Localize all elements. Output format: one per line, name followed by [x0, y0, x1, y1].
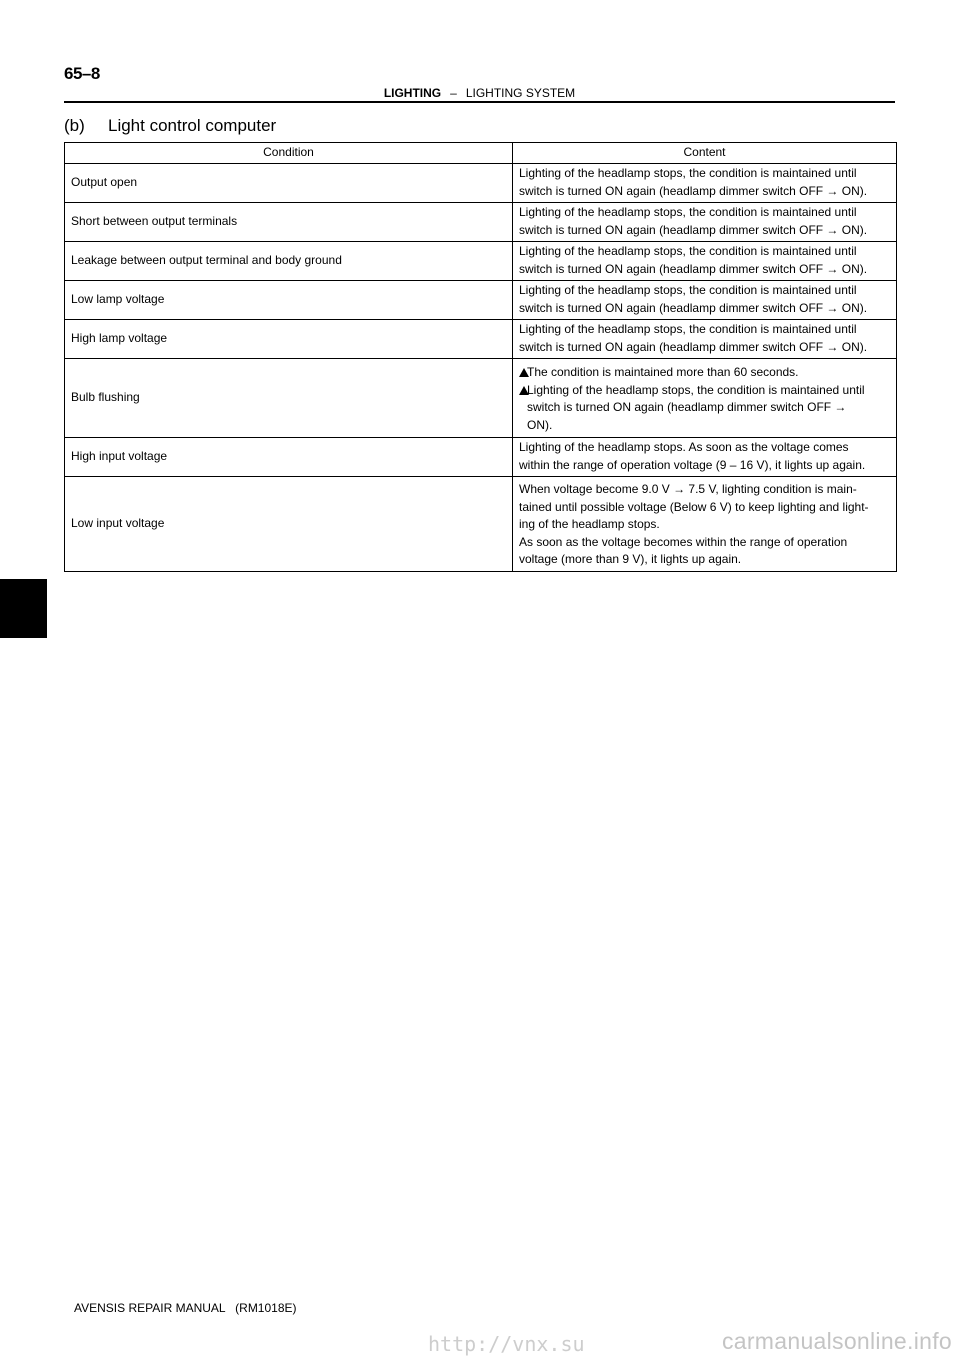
content-cell	[513, 281, 897, 320]
table-row	[65, 281, 897, 320]
header-separator: –	[450, 86, 457, 100]
content-cell	[513, 438, 897, 477]
header-section: LIGHTING	[383, 86, 442, 100]
content-line: within the range of operation voltage (9 – 16 V), it lights up again.	[519, 457, 866, 472]
table-row	[65, 359, 897, 438]
header-subsection: LIGHTING SYSTEM	[465, 86, 576, 100]
section-label: (b)	[64, 116, 85, 135]
content-line: switch is turned ON again (headlamp dimmer switch OFF → ON).	[519, 300, 868, 315]
table-row	[65, 203, 897, 242]
content-line: Lighting of the headlamp stops, the condition is maintained until	[519, 322, 857, 336]
running-header	[64, 86, 895, 100]
content-line: switch is turned ON again (headlamp dimmer switch OFF → ON).	[519, 261, 868, 276]
condition-cell: High input voltage	[65, 438, 513, 477]
content-line: ON).	[527, 417, 553, 432]
content-line: When voltage become 9.0 V → 7.5 V, lighting condition is main-	[519, 482, 857, 496]
content-line: switch is turned ON again (headlamp dimmer switch OFF → ON).	[519, 222, 868, 237]
content-line: switch is turned ON again (headlamp dimmer switch OFF → ON).	[519, 183, 868, 198]
condition-table	[64, 142, 897, 572]
column-header-condition: Condition	[65, 143, 513, 164]
condition-cell: Short between output terminals	[65, 203, 513, 242]
content-line: Lighting of the headlamp stops, the condition is maintained until	[519, 283, 857, 297]
content-line: switch is turned ON again (headlamp dimmer switch OFF → ON).	[519, 339, 868, 354]
content-cell	[513, 242, 897, 281]
table-row	[65, 164, 897, 203]
table-row	[65, 242, 897, 281]
triangle-bullet-icon	[519, 386, 529, 395]
condition-cell: Low input voltage	[65, 477, 513, 572]
content-line: As soon as the voltage becomes within the range of operation	[519, 534, 848, 549]
header-rule	[64, 101, 895, 103]
column-header-content: Content	[513, 143, 897, 164]
list-item	[519, 364, 888, 382]
triangle-bullet-icon	[519, 368, 529, 377]
section-title	[64, 116, 276, 136]
content-line: Lighting of the headlamp stops, the condition is maintained until	[519, 244, 857, 258]
footer-manual-title: AVENSIS REPAIR MANUAL (RM1018E)	[74, 1301, 297, 1315]
condition-cell: Output open	[65, 164, 513, 203]
content-line: Lighting of the headlamp stops, the condition is maintained until	[519, 205, 857, 219]
condition-cell: Leakage between output terminal and body ground	[65, 242, 513, 281]
content-cell	[513, 320, 897, 359]
content-cell	[513, 164, 897, 203]
content-line: Lighting of the headlamp stops. As soon as the voltage comes	[519, 440, 849, 454]
table-row	[65, 438, 897, 477]
content-line: voltage (more than 9 V), it lights up again.	[519, 552, 742, 566]
section-title-text: Light control computer	[108, 116, 277, 135]
watermark-url: http://vnx.su	[428, 1332, 585, 1356]
content-cell	[513, 359, 897, 438]
content-line: tained until possible voltage (Below 6 V) to keep lighting and light-	[519, 499, 869, 514]
content-line: ing of the headlamp stops.	[519, 517, 660, 531]
bullet-list	[519, 364, 888, 434]
table-header-row	[65, 143, 897, 164]
table-row	[65, 477, 897, 572]
condition-cell: Bulb flushing	[65, 359, 513, 438]
content-line: switch is turned ON again (headlamp dimmer switch OFF →	[527, 400, 847, 414]
content-line: Lighting of the headlamp stops, the condition is maintained until	[527, 382, 865, 397]
section-tab-marker	[0, 579, 47, 638]
watermark-site: carmanualsonline.info	[721, 1328, 952, 1354]
content-line: Lighting of the headlamp stops, the condition is maintained until	[519, 166, 857, 180]
page-number: 65–8	[64, 64, 100, 83]
table-row	[65, 320, 897, 359]
condition-cell: Low lamp voltage	[65, 281, 513, 320]
content-cell	[513, 477, 897, 572]
content-line: The condition is maintained more than 60 seconds.	[527, 365, 799, 379]
list-item	[519, 382, 888, 435]
content-cell	[513, 203, 897, 242]
condition-cell: High lamp voltage	[65, 320, 513, 359]
